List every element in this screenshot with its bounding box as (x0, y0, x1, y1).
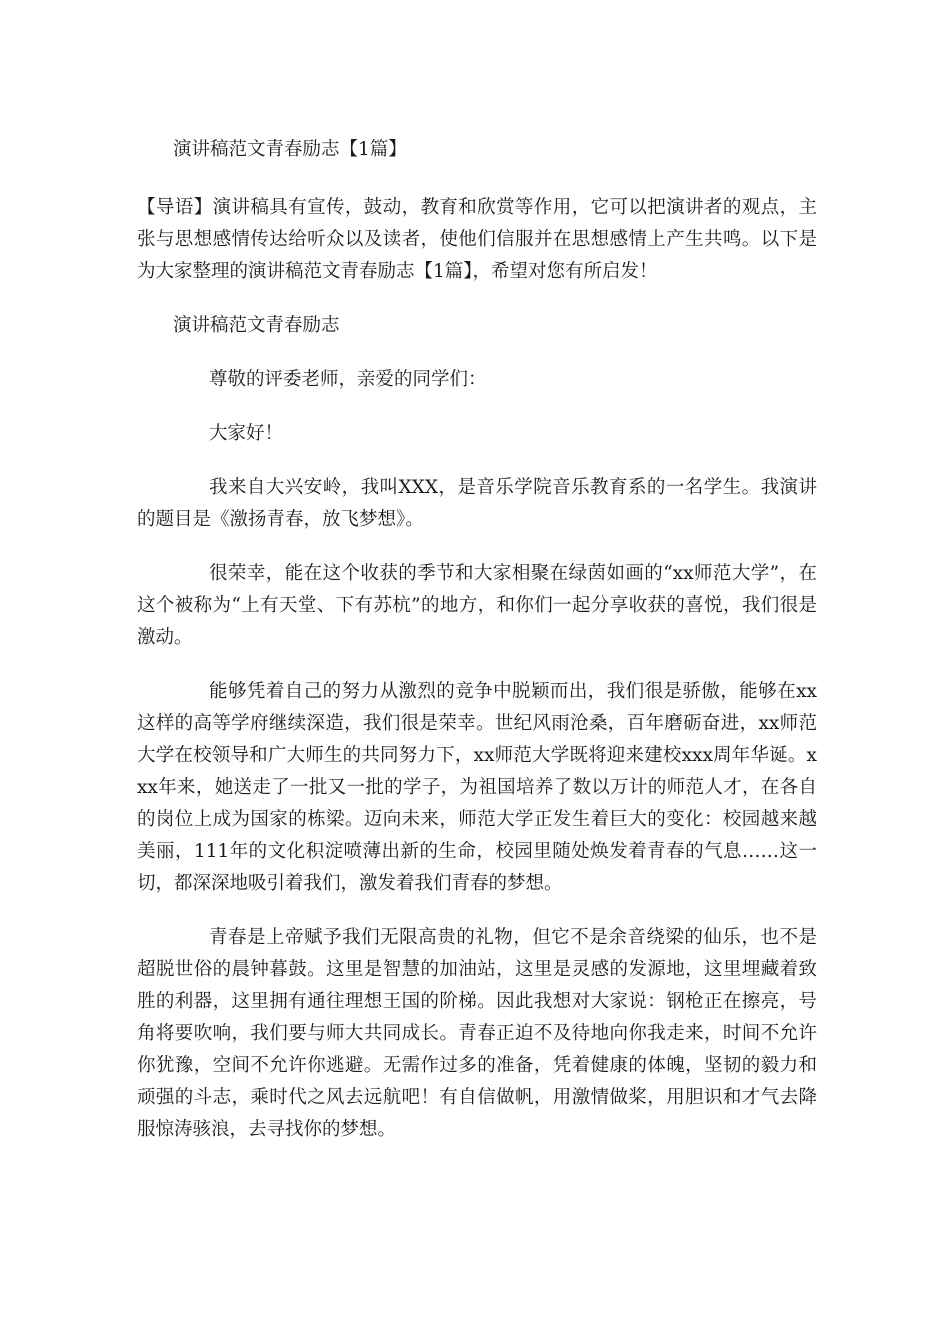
intro-paragraph: 【导语】演讲稿具有宣传，鼓动，教育和欣赏等作用，它可以把演讲者的观点，主张与思想感情传达给听众以及读者，使他们信服并在思想感情上产生共鸣。以下是为大家整理的演讲稿范文青春励志【1篇】，希望对您有所启发！ (137, 197, 817, 282)
document-title: 演讲稿范文青春励志【1篇】 (173, 139, 407, 160)
salutation-line: 尊敬的评委老师，亲爱的同学们： (209, 369, 487, 390)
body-paragraph-2: 很荣幸，能在这个收获的季节和大家相聚在绿茵如画的“xx师范大学”，在这个被称为“上有天堂、下有苏杭”的地方，和你们一起分享收获的喜悦，我们很是激动。 (137, 563, 817, 648)
body-paragraph-1: 我来自大兴安岭，我叫XXX，是音乐学院音乐教育系的一名学生。我演讲的题目是《激扬青春，放飞梦想》。 (137, 477, 817, 530)
body-paragraph-3: 能够凭着自己的努力从激烈的竞争中脱颖而出，我们很是骄傲，能够在xx这样的高等学府继续深造，我们很是荣幸。世纪风雨沧桑，百年磨砺奋进，xx师范大学在校领导和广大师生的共同努力下，xx师范大学既将迎来建校xxx周年华诞。xxx年来，她送走了一批又一批的学子，为祖国培养了数以万计的师范人才，在各自的岗位上成为国家的栋梁。迈向未来，师范大学正发生着巨大的变化：校园越来越美丽，111年的文化积淀喷薄出新的生命，校园里随处焕发着青春的气息……这一切，都深深地吸引着我们，激发着我们青春的梦想。 (137, 681, 817, 894)
greeting-line: 大家好！ (209, 423, 284, 444)
body-paragraph-4: 青春是上帝赋予我们无限高贵的礼物，但它不是余音绕梁的仙乐，也不是超脱世俗的晨钟暮鼓。这里是智慧的加油站，这里是灵感的发源地，这里埋藏着致胜的利器，这里拥有通往理想王国的阶梯。因此我想对大家说：钢枪正在擦亮，号角将要吹响，我们要与师大共同成长。青春正迫不及待地向你我走来，时间不允许你犹豫，空间不允许你逃避。无需作过多的准备，凭着健康的体魄，坚韧的毅力和顽强的斗志，乘时代之风去远航吧！有自信做帆，用激情做桨，用胆识和才气去降服惊涛骇浪，去寻找你的梦想。 (137, 927, 817, 1140)
speech-subtitle: 演讲稿范文青春励志 (173, 315, 340, 336)
document-body (137, 134, 817, 1146)
